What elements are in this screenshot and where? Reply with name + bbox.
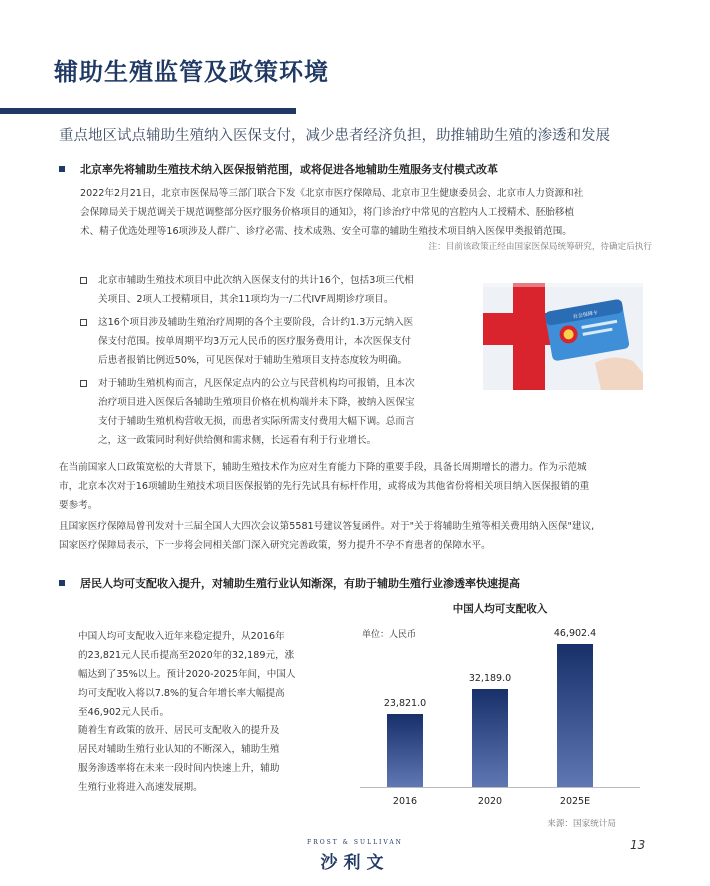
outlook-paragraph <box>78 721 313 797</box>
paragraph-line: 且国家医疗保障局曾刊发对十三届全国人大四次会议第5581号建议答复函件。对于"关于将辅助生殖等相关费用纳入医保"建议, <box>59 521 595 532</box>
title-underline-bar <box>0 108 296 114</box>
paragraph-policy-context <box>59 458 659 515</box>
bullet-line: 北京市辅助生殖技术项目中此次纳入医保支付的共计16个，包括3项三代相 <box>98 275 414 286</box>
bullet-line: 之，这一政策同时利好供给侧和需求侧，长远看有利于行业增长。 <box>98 435 377 446</box>
bullet-line: 这16个项目涉及辅助生殖治疗周期的各个主要阶段，合计约1.3万元纳入医 <box>98 317 414 328</box>
income-paragraph <box>78 627 313 722</box>
paragraph-line: 术、精子优选处理等16项涉及人群广、诊疗必需、技术成熟、安全可靠的辅助生殖技术项目纳入医保甲类报销范围。 <box>80 226 572 237</box>
bullet-line: 治疗项目进入医保后各辅助生殖项目价格在机构端并未下降，被纳入医保宝 <box>98 397 415 408</box>
bullet-item <box>98 313 468 370</box>
bullet-checkbox-icon <box>80 380 87 387</box>
paragraph-nhsa-reply <box>59 517 659 555</box>
bar-2020 <box>472 689 508 787</box>
paragraph-line: 市，北京本次对于16项辅助生殖技术项目医保报销的先行先试具有标杆作用，或将成为其他省份将相关项目纳入医保报销的重 <box>59 481 590 492</box>
bullet-checkbox-icon <box>80 277 87 284</box>
paragraph-line: 服务渗透率将在未来一段时间内快速上升，辅助 <box>78 763 280 774</box>
card-text: 社会保障卡 <box>572 310 599 321</box>
bullet-checkbox-icon <box>80 319 87 326</box>
page-number: 13 <box>630 838 646 852</box>
policy-note: 注：目前该政策正经由国家医保局统筹研究，待确定后执行 <box>428 242 652 252</box>
paragraph-line: 在当前国家人口政策宽松的大背景下，辅助生殖技术作为应对生育能力下降的重要手段，具备长周期增长的潜力。作为示范城 <box>59 462 587 473</box>
paragraph-line: 居民对辅助生殖行业认知的不断深入，辅助生殖 <box>78 744 280 755</box>
section-marker-icon <box>59 166 65 172</box>
paragraph-line: 2022年2月21日，北京市医保局等三部门联合下发《北京市医疗保障局、北京市卫生健康委员会、北京市人力资源和社 <box>80 188 584 199</box>
page-subtitle: 重点地区试点辅助生殖纳入医保支付，减少患者经济负担，助推辅助生殖的渗透和发展 <box>59 128 610 144</box>
paragraph-line: 幅达到了35%以上。预计2020-2025年间，中国人 <box>78 669 296 680</box>
bullet-line: 保支付范围。按单周期平均3万元人民币的医疗服务费用计，本次医保支付 <box>98 336 412 347</box>
x-tick-label: 2020 <box>477 796 503 807</box>
page-title: 辅助生殖监管及政策环境 <box>54 58 329 86</box>
chart-unit-label: 单位：人民币 <box>362 630 417 640</box>
paragraph-line: 国家医疗保障局表示，下一步将会同相关部门深入研究完善政策，努力提升不孕不育患者的保障水平。 <box>59 540 491 551</box>
paragraph-line: 均可支配收入将以7.8%的复合年增长率大幅提高 <box>78 688 285 699</box>
section1-heading: 北京率先将辅助生殖技术纳入医保报销范围，或将促进各地辅助生殖服务支付模式改革 <box>80 163 498 176</box>
section-marker-icon <box>59 580 65 586</box>
section1-paragraph <box>80 184 660 241</box>
bullet-item <box>98 374 468 450</box>
section2-heading: 居民人均可支配收入提升，对辅助生殖行业认知渐深，有助于辅助生殖行业渗透率快速提高 <box>80 577 520 590</box>
insurance-illustration <box>483 283 643 390</box>
bullet-line: 对于辅助生殖机构而言，凡医保定点内的公立与民营机构均可报销，且本次 <box>98 378 415 389</box>
x-tick-label: 2025E <box>559 796 591 807</box>
medical-insurance-card-image <box>483 283 643 390</box>
bar-2016 <box>387 714 423 787</box>
chart-title: 中国人均可支配收入 <box>452 603 548 615</box>
paragraph-line: 至46,902元人民币。 <box>78 707 170 718</box>
paragraph-line: 随着生育政策的放开、居民可支配收入的提升及 <box>78 725 280 736</box>
paragraph-line: 中国人均可支配收入近年来稳定提升，从2016年 <box>78 631 285 642</box>
paragraph-line: 的23,821元人民币提高至2020年的32,189元，涨 <box>78 650 295 661</box>
bullet-line: 关项目、2项人工授精项目，其余11项均为一/二代IVF周期诊疗项目。 <box>98 294 394 305</box>
paragraph-line: 生殖行业将进入高速发展期。 <box>78 782 203 793</box>
bullet-item <box>98 271 468 309</box>
chart-source: 来源：国家统计局 <box>547 819 616 829</box>
income-bar-chart <box>345 620 645 810</box>
chart-baseline <box>360 787 640 788</box>
paragraph-line: 要参考。 <box>59 500 98 511</box>
logo-tagline: FROST & SULLIVAN <box>307 839 403 846</box>
bullet-line: 后患者报销比例近50%，可见医保对于辅助生殖项目支持态度较为明确。 <box>98 355 408 366</box>
bar-2025E <box>557 644 593 787</box>
bar-data-label: 32,189.0 <box>468 672 512 684</box>
bullet-line: 支付于辅助生殖机构营收无损，而患者实际所需支付费用大幅下调。总而言 <box>98 416 415 427</box>
paragraph-line: 会保障局关于规范调关于规范调整部分医疗服务价格项目的通知》，将门诊治疗中常见的宫腔内人工授精术、胚胎移植 <box>80 207 575 218</box>
bar-data-label: 46,902.4 <box>553 628 597 639</box>
bar-data-label: 23,821.0 <box>383 698 427 710</box>
frost-sullivan-logo: 沙利文 <box>320 853 390 873</box>
x-tick-label: 2016 <box>392 796 418 807</box>
